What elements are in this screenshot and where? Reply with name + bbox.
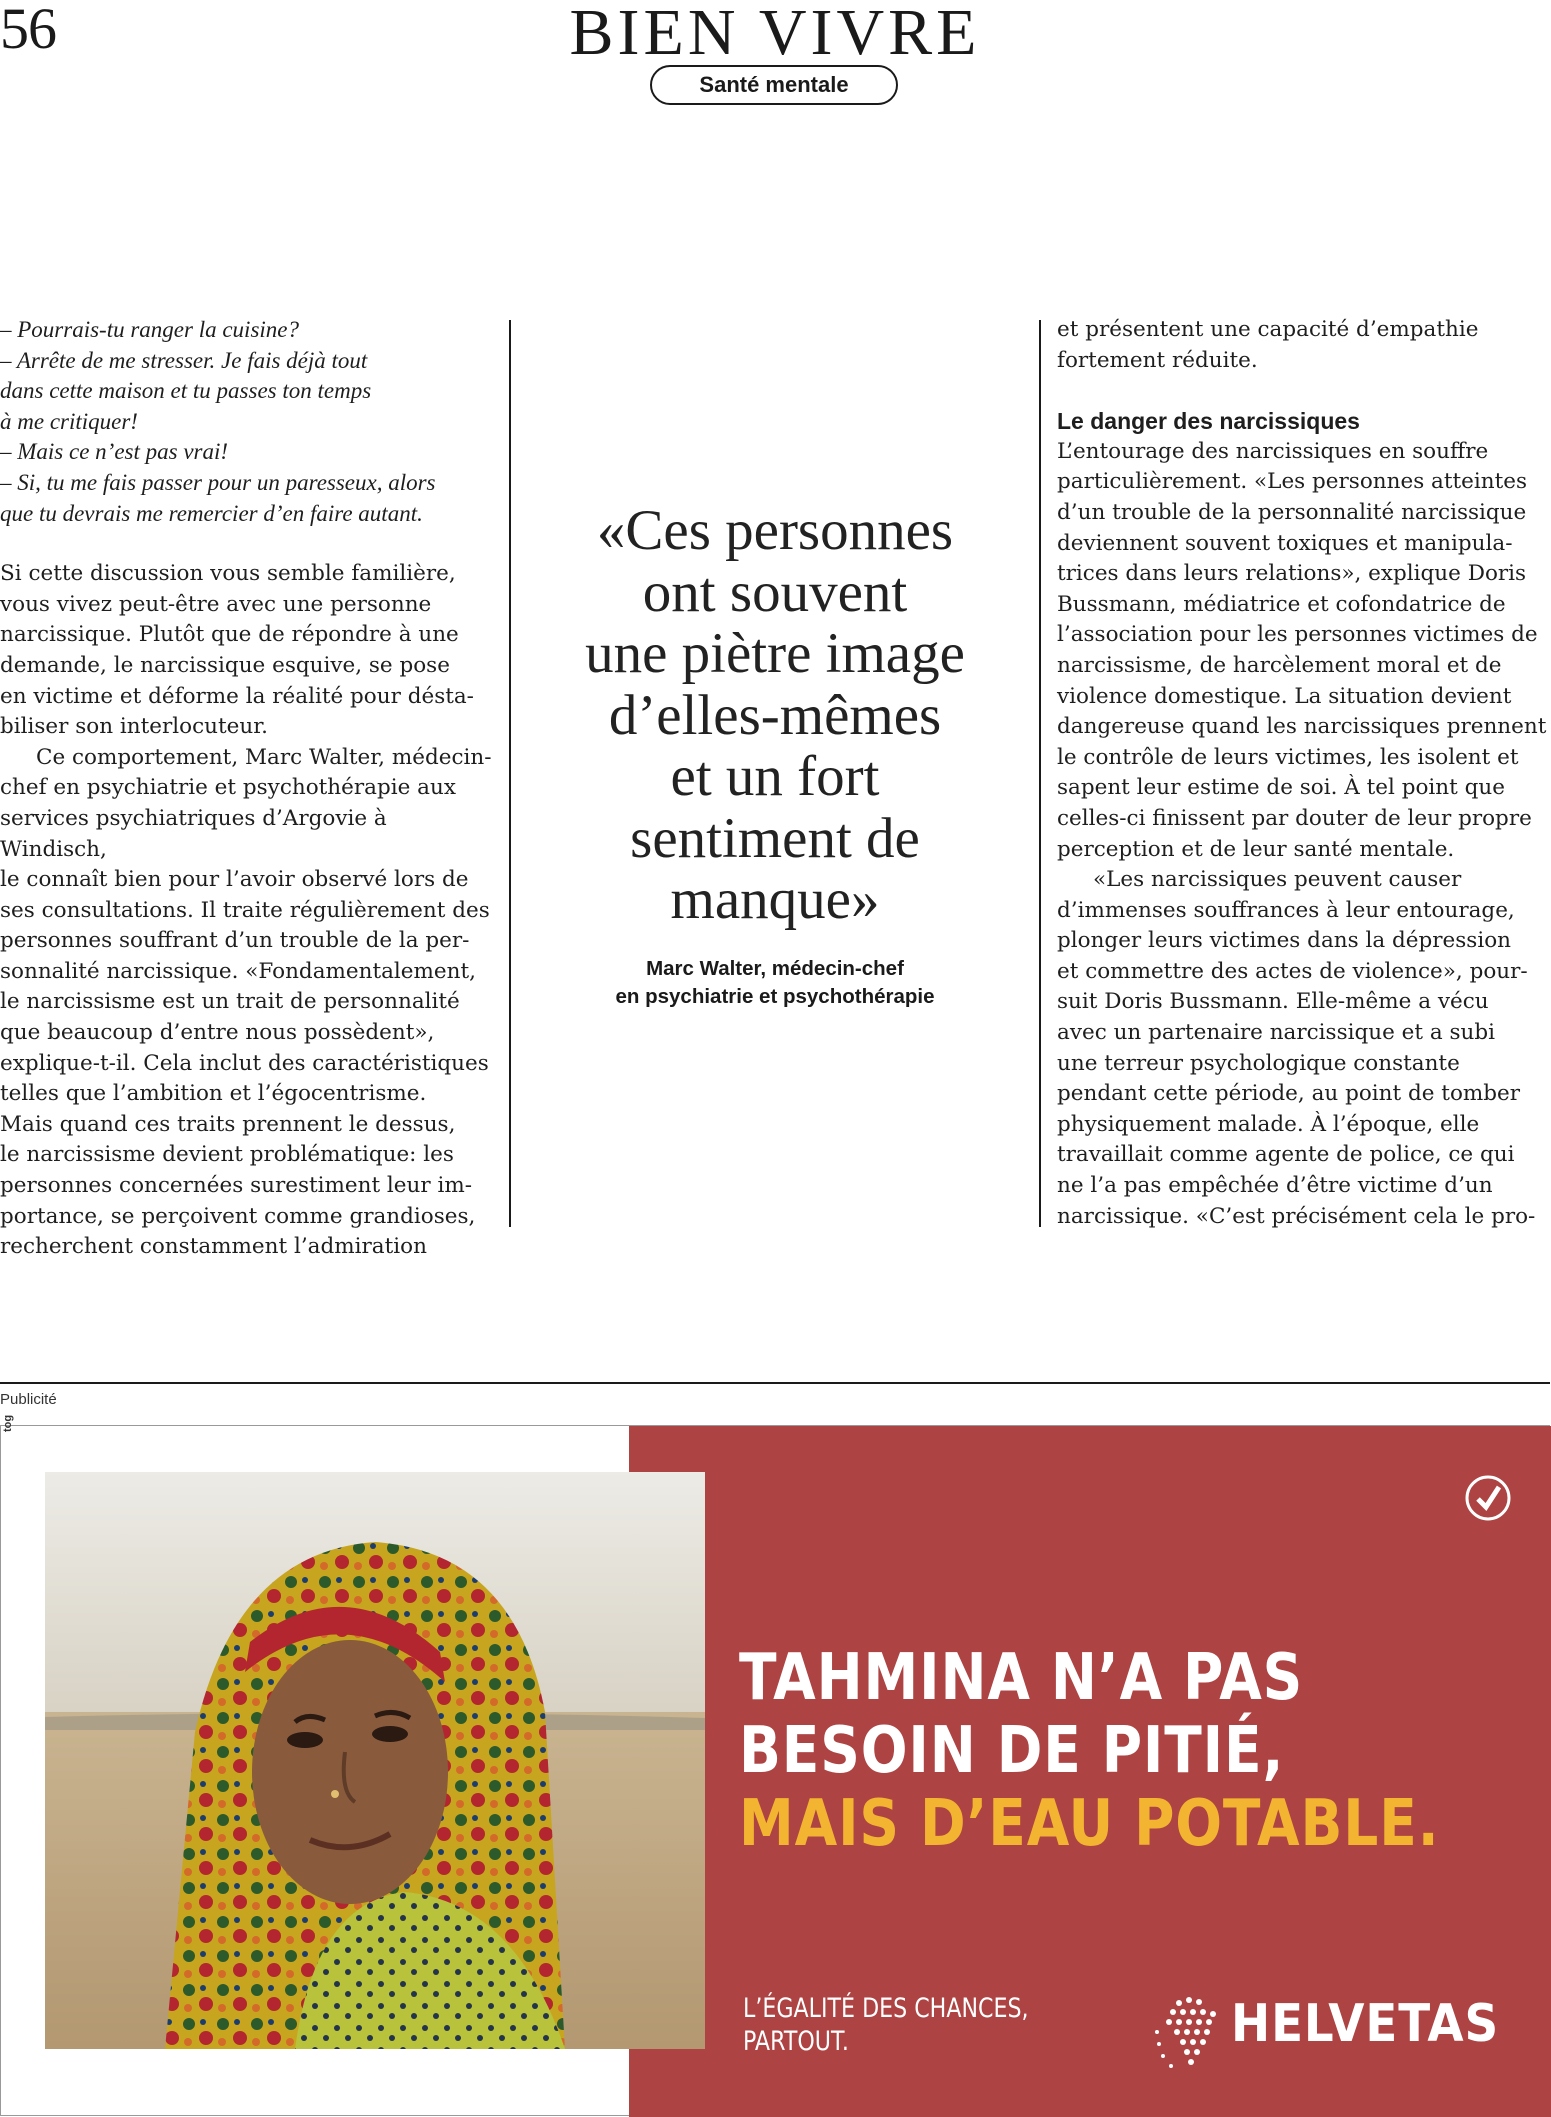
dialogue-line: – Arrête de me stresser. Je fais déjà tout [0, 347, 368, 373]
text-line: Ce comportement, Marc Walter, médecin- [36, 744, 492, 770]
article-column-left [0, 315, 494, 1263]
article-paragraph [0, 743, 494, 1263]
pull-quote-line: manque» [670, 868, 880, 931]
dialogue-line: – Mais ce n’est pas vrai! [0, 439, 229, 465]
ad-separator-rule [0, 1382, 1550, 1384]
text-line: chef en psychiatrie et psychothérapie aux [0, 775, 456, 801]
pull-quote-line: sentiment de [630, 806, 920, 870]
article-paragraph [1057, 865, 1550, 1232]
text-line: services psychiatriques d’Argovie à Windisch, [0, 805, 387, 862]
pull-quote-line: d’elles-mêmes [608, 683, 942, 747]
photo-caption: Tahmina Khatun, 30 ans, Bangladesh [99, 2050, 432, 2072]
zewo-seal-icon [1465, 1475, 1511, 1521]
article-paragraph [1057, 437, 1550, 865]
section-title: BIEN VIVRE [569, 0, 981, 69]
text-line: portance, se perçoivent comme grandioses, [0, 1203, 476, 1229]
text-line: particulièrement. «Les personnes atteintes [1057, 469, 1527, 495]
headline-line: BESOIN DE PITIÉ, [739, 1714, 1285, 1788]
text-line: l’association pour les personnes victimes de [1057, 622, 1538, 648]
column-divider [509, 320, 511, 1227]
text-line: narcissique. «C’est précisément cela le pro- [1057, 1203, 1536, 1229]
text-line: «Les narcissiques peuvent causer [1093, 867, 1462, 893]
text-line: trices dans leurs relations», explique Doris [1057, 561, 1527, 587]
text-line: le narcissisme devient problématique: les [0, 1142, 454, 1168]
helvetas-logo: HELVETAS [1231, 1994, 1500, 2054]
text-line: ne l’a pas empêchée d’être victime d’un [1057, 1173, 1493, 1199]
text-line: dangereuse quand les narcissiques prennent [1057, 714, 1547, 740]
text-line: narcissisme, de harcèlement moral et de [1057, 652, 1502, 678]
text-line: personnes souffrant d’un trouble de la per- [0, 928, 470, 954]
text-line: suit Doris Bussmann. Elle-même a vécu [1057, 989, 1489, 1015]
advertising-label: Publicité [0, 1391, 57, 1408]
opening-dialogue [0, 315, 494, 529]
text-line: violence domestique. La situation devient [1057, 683, 1512, 709]
quote-attribution [545, 955, 1005, 1011]
dialogue-line: que tu devrais me remercier d’en faire autant. [0, 500, 423, 526]
ad-headline [739, 1642, 1439, 1861]
attribution-line: Marc Walter, médecin-chef [646, 957, 904, 980]
text-line: fortement réduite. [1057, 347, 1258, 373]
pull-quote-line: «Ces personnes [596, 499, 954, 562]
text-line: physiquement malade. À l’époque, elle [1057, 1111, 1480, 1137]
pull-quote [545, 500, 1005, 931]
tagline-line: L’ÉGALITÉ DES CHANCES, [743, 1993, 1029, 2024]
text-line: explique-t-il. Cela inclut des caractéristiques [0, 1050, 489, 1076]
subheading: Le danger des narcissiques [1057, 408, 1360, 435]
column-divider [1039, 320, 1041, 1227]
text-line: le narcissisme est un trait de personnalité [0, 989, 460, 1015]
text-line: narcissique. Plutôt que de répondre à une [0, 622, 459, 648]
text-line: et présentent une capacité d’empathie [1057, 317, 1479, 342]
text-line: le connaît bien pour l’avoir observé lors de [0, 867, 469, 893]
text-line: pendant cette période, au point de tomber [1057, 1081, 1521, 1107]
attribution-line: en psychiatrie et psychothérapie [615, 985, 935, 1008]
dialogue-line: dans cette maison et tu passes ton temps [0, 378, 372, 404]
text-line: une terreur psychologique constante [1057, 1050, 1460, 1076]
pull-quote-line: une piètre image [585, 622, 965, 685]
text-line: Bussmann, médiatrice et cofondatrice de [1057, 591, 1506, 617]
helvetas-advertisement[interactable] [0, 1414, 1550, 2116]
text-line: L’entourage des narcissiques en souffre [1057, 438, 1489, 464]
globe-dots-icon [1143, 1988, 1235, 2080]
portrait-illustration [45, 1472, 705, 2049]
print-edge-mark: tog [2, 1414, 14, 1432]
text-line: en victime et déforme la réalité pour désta- [0, 683, 474, 709]
text-line: ses consultations. Il traite régulièrement des [0, 897, 490, 923]
article-paragraph [1057, 315, 1550, 376]
dialogue-line: à me critiquer! [0, 408, 138, 434]
text-line: vous vivez peut-être avec une personne [0, 591, 432, 617]
text-line: perception et de leur santé mentale. [1057, 836, 1455, 862]
text-line: sonnalité narcissique. «Fondamentalement, [0, 958, 476, 984]
dialogue-line: – Si, tu me fais passer pour un paresseux, alors [0, 469, 436, 495]
text-line: sapent leur estime de soi. À tel point que [1057, 775, 1505, 801]
text-line: biliser son interlocuteur. [0, 714, 268, 740]
text-line: d’immenses souffrances à leur entourage, [1057, 897, 1515, 923]
page-number: 56 [0, 0, 56, 61]
text-line: avec un partenaire narcissique et a subi [1057, 1020, 1496, 1046]
text-line: travaillait comme agente de police, ce qui [1057, 1142, 1515, 1168]
text-line: que beaucoup d’entre nous possèdent», [0, 1020, 435, 1046]
pull-quote-line: et un fort [670, 745, 880, 808]
article-paragraph [0, 559, 494, 743]
text-line: Mais quand ces traits prennent le dessus, [0, 1111, 456, 1137]
section-tag-pill: Santé mentale [650, 65, 898, 105]
headline-line: TAHMINA N’A PAS [739, 1641, 1304, 1715]
text-line: plonger leurs victimes dans la dépression [1057, 928, 1511, 954]
text-line: celles-ci finissent par douter de leur propre [1057, 805, 1532, 831]
headline-highlight: MAIS D’EAU POTABLE. [739, 1787, 1440, 1861]
portrait-photo [45, 1472, 705, 2072]
text-line: recherchent constamment l’admiration [0, 1234, 427, 1260]
text-line: d’un trouble de la personnalité narcissique [1057, 499, 1527, 525]
text-line: telles que l’ambition et l’égocentrisme. [0, 1081, 427, 1107]
text-line: personnes concernées surestiment leur im- [0, 1173, 473, 1199]
text-line: Si cette discussion vous semble familière, [0, 561, 456, 587]
dialogue-line: – Pourrais-tu ranger la cuisine? [0, 317, 299, 342]
article-column-right [1057, 315, 1550, 1232]
ad-tagline [743, 1992, 1029, 2058]
text-line: le contrôle de leurs victimes, les isolent et [1057, 744, 1519, 770]
tagline-line: PARTOUT. [743, 2026, 849, 2057]
text-line: deviennent souvent toxiques et manipula- [1057, 530, 1513, 556]
text-line: demande, le narcissique esquive, se pose [0, 652, 450, 678]
pull-quote-line: ont souvent [642, 560, 908, 624]
text-line: et commettre des actes de violence», pour- [1057, 958, 1528, 984]
